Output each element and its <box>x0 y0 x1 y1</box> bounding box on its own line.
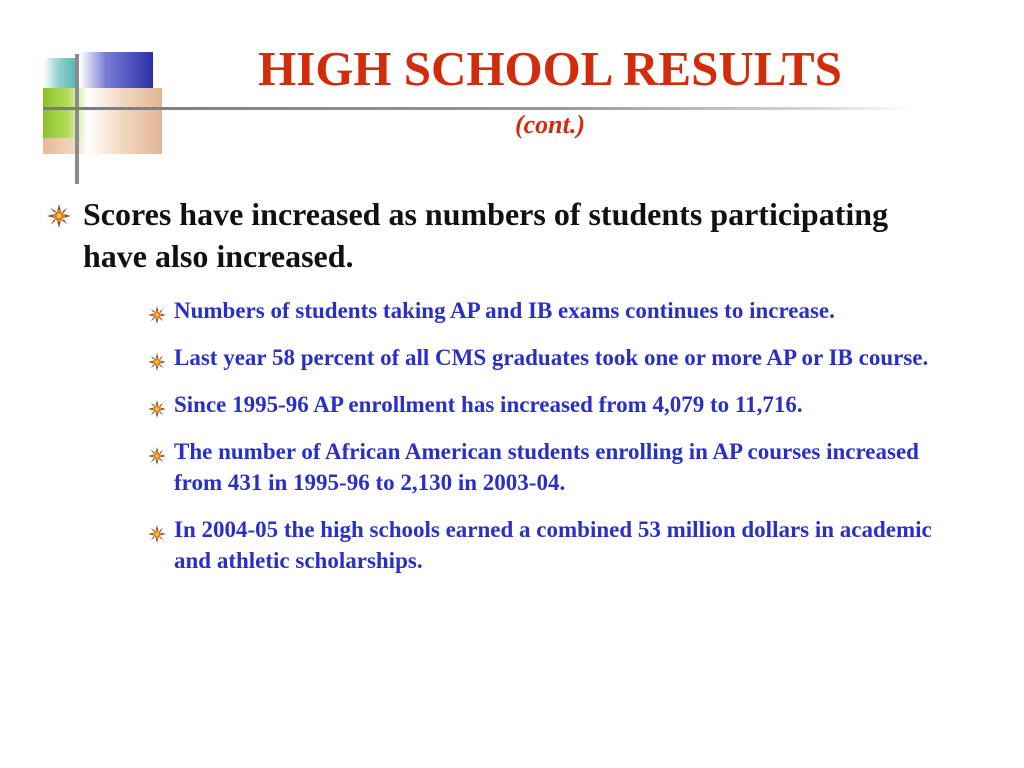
sub-bullet-item <box>148 436 948 498</box>
starburst-bullet-icon <box>148 442 166 473</box>
slide-subtitle: (cont.) <box>514 110 586 139</box>
slide-title: HIGH SCHOOL RESULTS <box>258 41 842 96</box>
sub-bullet-item <box>148 295 948 326</box>
sub-bullet-item <box>148 342 948 373</box>
logo-square-peach <box>88 88 162 154</box>
sub-bullet-item <box>148 389 948 420</box>
main-bullet-text: Scores have increased as numbers of students participating have also increased. <box>83 196 889 274</box>
logo-square-peach-small <box>43 138 88 154</box>
starburst-bullet-icon <box>47 204 71 233</box>
sub-bullet-text: Since 1995-96 AP enrollment has increased from 4,079 to 11,716. <box>174 392 803 417</box>
starburst-bullet-icon <box>148 395 166 426</box>
sub-bullet-list <box>148 295 948 592</box>
sub-bullet-item <box>148 514 948 576</box>
starburst-bullet-icon <box>148 348 166 379</box>
sub-bullet-text: Last year 58 percent of all CMS graduates took one or more AP or IB course. <box>174 345 929 370</box>
starburst-bullet-icon <box>148 301 166 332</box>
logo-square-green <box>43 88 88 138</box>
sub-bullet-text: In 2004-05 the high schools earned a combined 53 million dollars in academic and athletic scholarships. <box>174 517 932 573</box>
starburst-bullet-icon <box>148 520 166 551</box>
decorative-logo <box>0 0 200 200</box>
sub-bullet-text: Numbers of students taking AP and IB exams continues to increase. <box>174 298 835 323</box>
logo-square-teal <box>43 58 79 88</box>
sub-bullet-text: The number of African American students enrolling in AP courses increased from 431 in 1995-96 to 2,130 in 2003-04. <box>174 439 919 495</box>
logo-vertical-line <box>75 54 79 184</box>
main-bullet <box>45 193 925 277</box>
